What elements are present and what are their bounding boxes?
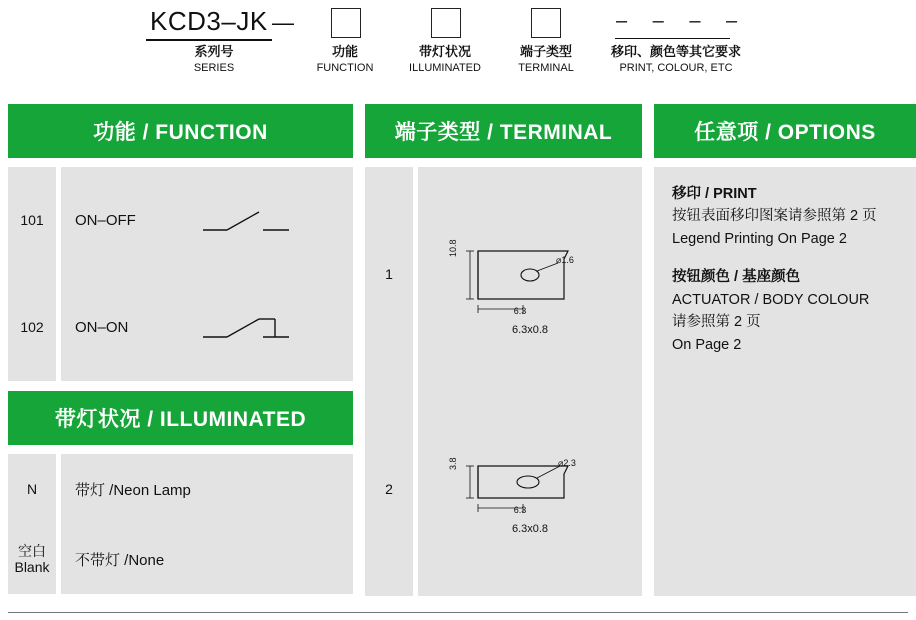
header-label-function-en: FUNCTION [316, 62, 374, 75]
header-label-series-cn: 系列号 [194, 44, 234, 59]
function-section-title: 功能 / FUNCTION [8, 104, 353, 158]
terminal-code-1: 1 [385, 266, 393, 283]
header-label-function-cn: 功能 [331, 44, 358, 59]
illuminated-code-column [8, 454, 56, 594]
page-bottom-rule [8, 612, 908, 613]
header-label-terminal-en: TERMINAL [518, 62, 574, 75]
terminal-code-box[interactable] [531, 8, 561, 38]
terminal-2-dim-width: 6.3 [513, 504, 527, 515]
terminal-column [365, 104, 642, 596]
illuminated-code-blank [8, 524, 56, 594]
terminal-code-column [365, 167, 413, 596]
header-label-options [590, 44, 762, 76]
illuminated-label-neon: 带灯 /Neon Lamp [75, 481, 191, 499]
header-label-function [297, 44, 393, 76]
terminal-2-dim-height: 3.8 [448, 456, 458, 470]
illuminated-label-none: 不带灯 /None [75, 551, 165, 569]
options-code-dashes: – – – – [616, 10, 748, 32]
options-spacer [672, 250, 898, 266]
illuminated-code-blank-en: Blank [14, 559, 50, 575]
header-label-series-en: SERIES [193, 62, 235, 75]
terminal-section-title: 端子类型 / TERMINAL [365, 104, 642, 158]
function-value-column [61, 167, 353, 381]
terminal-table [365, 167, 642, 596]
part-number-code: KCD3–JK [146, 6, 272, 41]
options-print-line-en: Legend Printing On Page 2 [672, 230, 847, 247]
illuminated-table [8, 454, 353, 594]
options-print-title: 移印 / PRINT [672, 186, 757, 202]
function-row-101 [61, 167, 353, 274]
function-label-102: ON–ON [75, 319, 129, 336]
options-colour-line-cn: 请参照第 2 页 [672, 314, 761, 331]
terminal-1-dim-hole: ⌀1.6 [556, 255, 574, 265]
terminal-2-caption: 6.3x0.8 [511, 522, 549, 535]
function-table [8, 167, 353, 381]
illuminated-code-box[interactable] [431, 8, 461, 38]
header-label-illuminated-en: ILLUMINATED [409, 62, 481, 75]
options-content [654, 167, 916, 596]
function-code-102: 102 [20, 319, 44, 336]
terminal-value-column [418, 167, 642, 596]
header-label-terminal [497, 44, 595, 76]
terminal-code-2: 2 [385, 480, 393, 497]
spec-columns [8, 104, 908, 602]
function-code-column [8, 167, 56, 381]
options-colour-line-en: On Page 2 [672, 336, 742, 353]
options-colour-title-en: ACTUATOR / BODY COLOUR [672, 291, 870, 308]
options-column [654, 104, 916, 596]
terminal-2-dim-hole: ⌀2.3 [558, 457, 576, 468]
options-underline [615, 38, 730, 39]
illuminated-code-n: N [26, 480, 38, 497]
terminal-drawing-2 [418, 382, 642, 597]
switch-symbol-on-on-icon [201, 311, 291, 345]
header-label-illuminated [395, 44, 495, 76]
header-label-series [166, 44, 262, 76]
function-code-101: 101 [20, 212, 44, 229]
function-label-101: ON–OFF [75, 212, 136, 229]
illuminated-value-column [61, 454, 353, 594]
terminal-drawing-1 [418, 167, 642, 382]
header-label-options-cn: 移印、颜色等其它要求 [610, 44, 741, 59]
options-section-title: 任意项 / OPTIONS [654, 104, 916, 158]
switch-symbol-on-off-icon [201, 204, 291, 238]
options-colour-title-cn: 按钮颜色 / 基座颜色 [672, 269, 801, 286]
terminal-1-dim-height: 10.8 [448, 239, 458, 257]
function-code-box[interactable] [331, 8, 361, 38]
illuminated-code-blank-cn: 空白 [18, 542, 46, 559]
function-column [8, 104, 353, 594]
illuminated-section-title: 带灯状况 / ILLUMINATED [8, 391, 353, 445]
header-label-illuminated-cn: 带灯状况 [418, 44, 471, 59]
function-row-102 [61, 274, 353, 381]
header-label-options-en: PRINT, COLOUR, ETC [619, 62, 733, 75]
options-print-line-cn: 按钮表面移印图案请参照第 2 页 [672, 208, 877, 225]
header-dash-separator: — [272, 10, 294, 35]
terminal-1-caption: 6.3x0.8 [511, 324, 549, 336]
header-label-terminal-cn: 端子类型 [519, 44, 572, 59]
part-number-header [0, 0, 916, 96]
terminal-1-dim-width: 6.3 [513, 306, 527, 316]
